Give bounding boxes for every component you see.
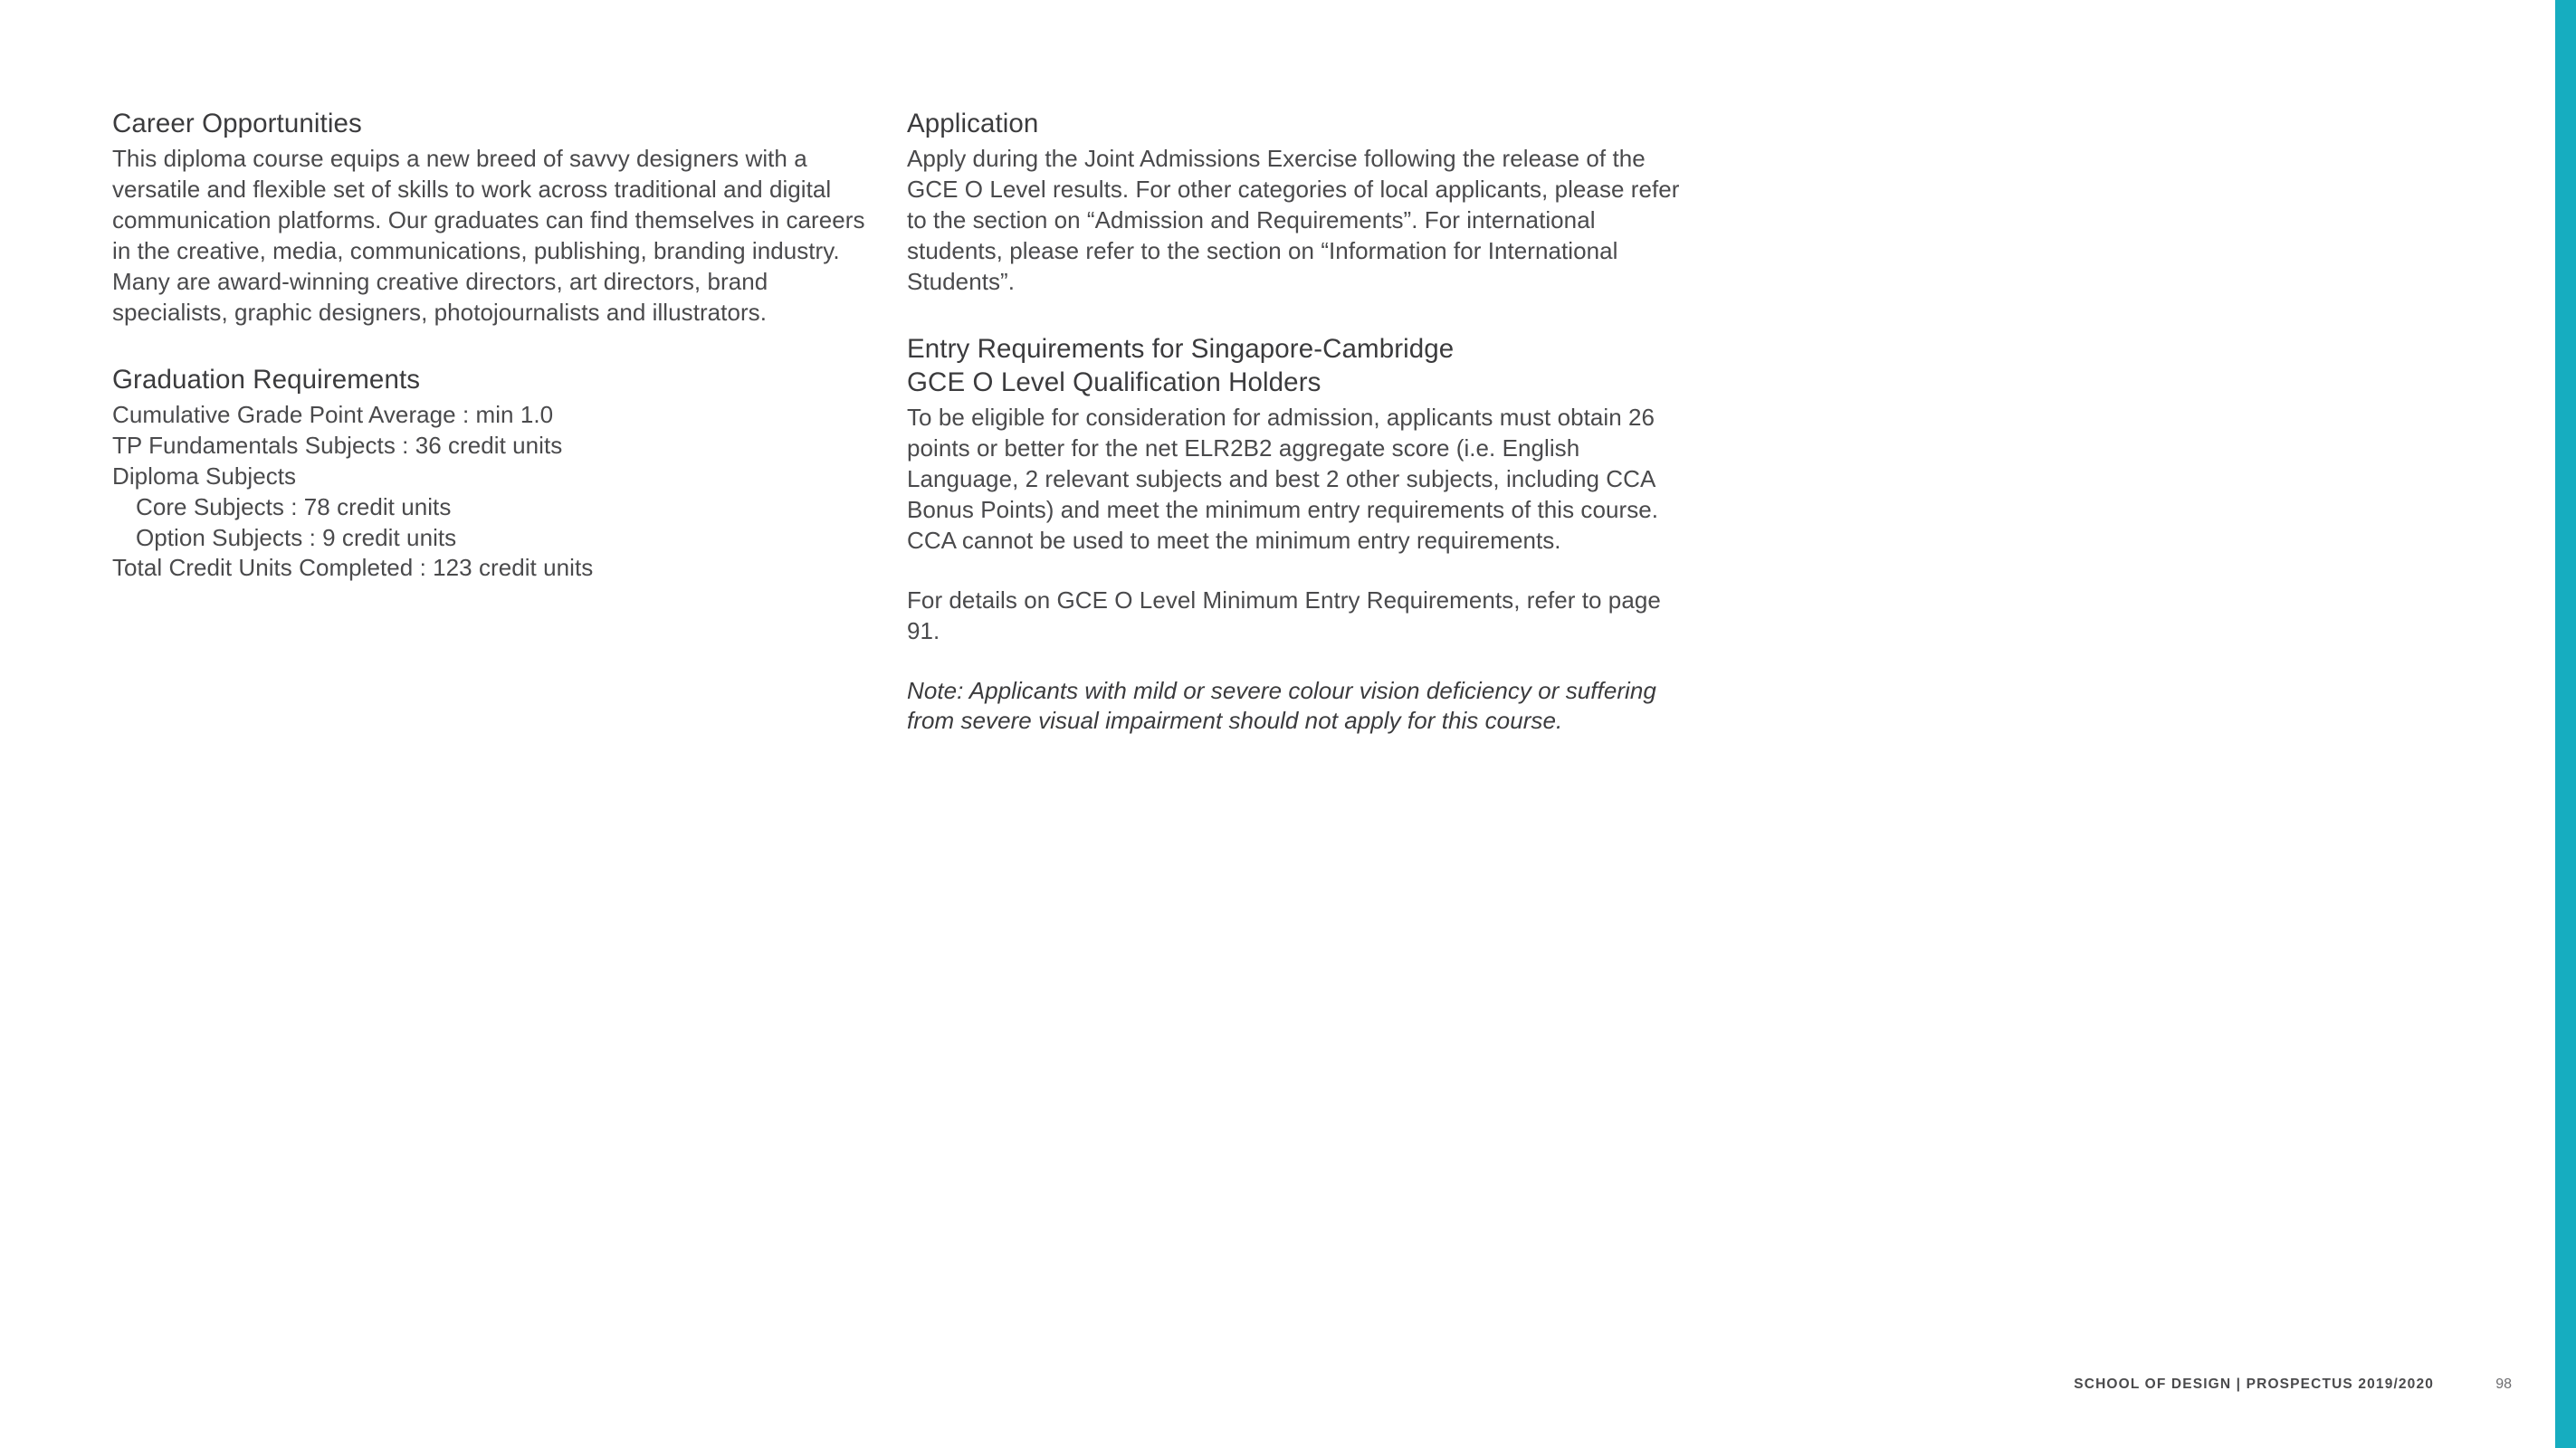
graduation-requirements-heading: Graduation Requirements (112, 364, 421, 395)
graduation-requirement-item: Cumulative Grade Point Average : min 1.0 (112, 400, 554, 428)
footer-page-number: 98 (2495, 1377, 2512, 1392)
page-footer (0, 1377, 2555, 1393)
graduation-requirement-item: TP Fundamentals Subjects : 36 credit units (112, 431, 563, 459)
entry-requirements-heading-line-2: GCE O Level Qualification Holders (907, 367, 1321, 397)
entry-requirements-paragraph: To be eligible for consideration for admission, applicants must obtain 26 points or better for the net ELR2B2 aggregate score (i.e. English Language, 2 relevant subjects and best 2 other subjects, including CCA Bonus Points) and meet the minimum entry requirements of this course. CCA cannot be used to meet the minimum entry requirements. (907, 404, 1659, 554)
graduation-requirements-section (112, 363, 877, 585)
career-opportunities-heading: Career Opportunities (112, 109, 362, 138)
entry-requirements-heading-line-1: Entry Requirements for Singapore-Cambridge (907, 333, 1455, 364)
graduation-requirement-item: Option Subjects : 9 credit units (136, 523, 457, 551)
graduation-requirement-item: Core Subjects : 78 credit units (136, 492, 452, 520)
graduation-requirement-item: Diploma Subjects (112, 462, 297, 490)
left-column (112, 107, 877, 584)
accent-edge-bar (2555, 0, 2576, 1448)
graduation-requirement-item: Total Credit Units Completed : 123 credit units (112, 554, 594, 582)
application-section (907, 107, 1681, 298)
right-column (907, 107, 1681, 737)
entry-requirements-reference: For details on GCE O Level Minimum Entry Requirements, refer to page 91. (907, 586, 1661, 644)
footer-label: SCHOOL OF DESIGN | PROSPECTUS 2019/2020 (2074, 1377, 2434, 1392)
career-opportunities-paragraph: This diploma course equips a new breed of savvy designers with a versatile and flexible set of skills to work across traditional and digital communication platforms. Our graduates can find themselves in careers in the creative, media, communications, publishing, branding industry. Many are award-winning creative directors, art directors, brand specialists, graphic designers, photojournalists and illustrators. (112, 145, 865, 326)
entry-requirements-note: Note: Applicants with mild or severe colour vision deficiency or suffering from severe visual impairment should not apply for this course. (907, 676, 1656, 735)
career-opportunities-section (112, 107, 877, 329)
entry-requirements-heading (907, 332, 1681, 399)
entry-requirements-section (907, 332, 1681, 738)
application-paragraph: Apply during the Joint Admissions Exercise following the release of the GCE O Level results. For other categories of local applicants, please refer to the section on “Admission and Requirements”. For international students, please refer to the section on “Information for International Students”. (907, 145, 1680, 295)
graduation-requirements-list (112, 400, 877, 585)
application-heading: Application (907, 109, 1039, 138)
